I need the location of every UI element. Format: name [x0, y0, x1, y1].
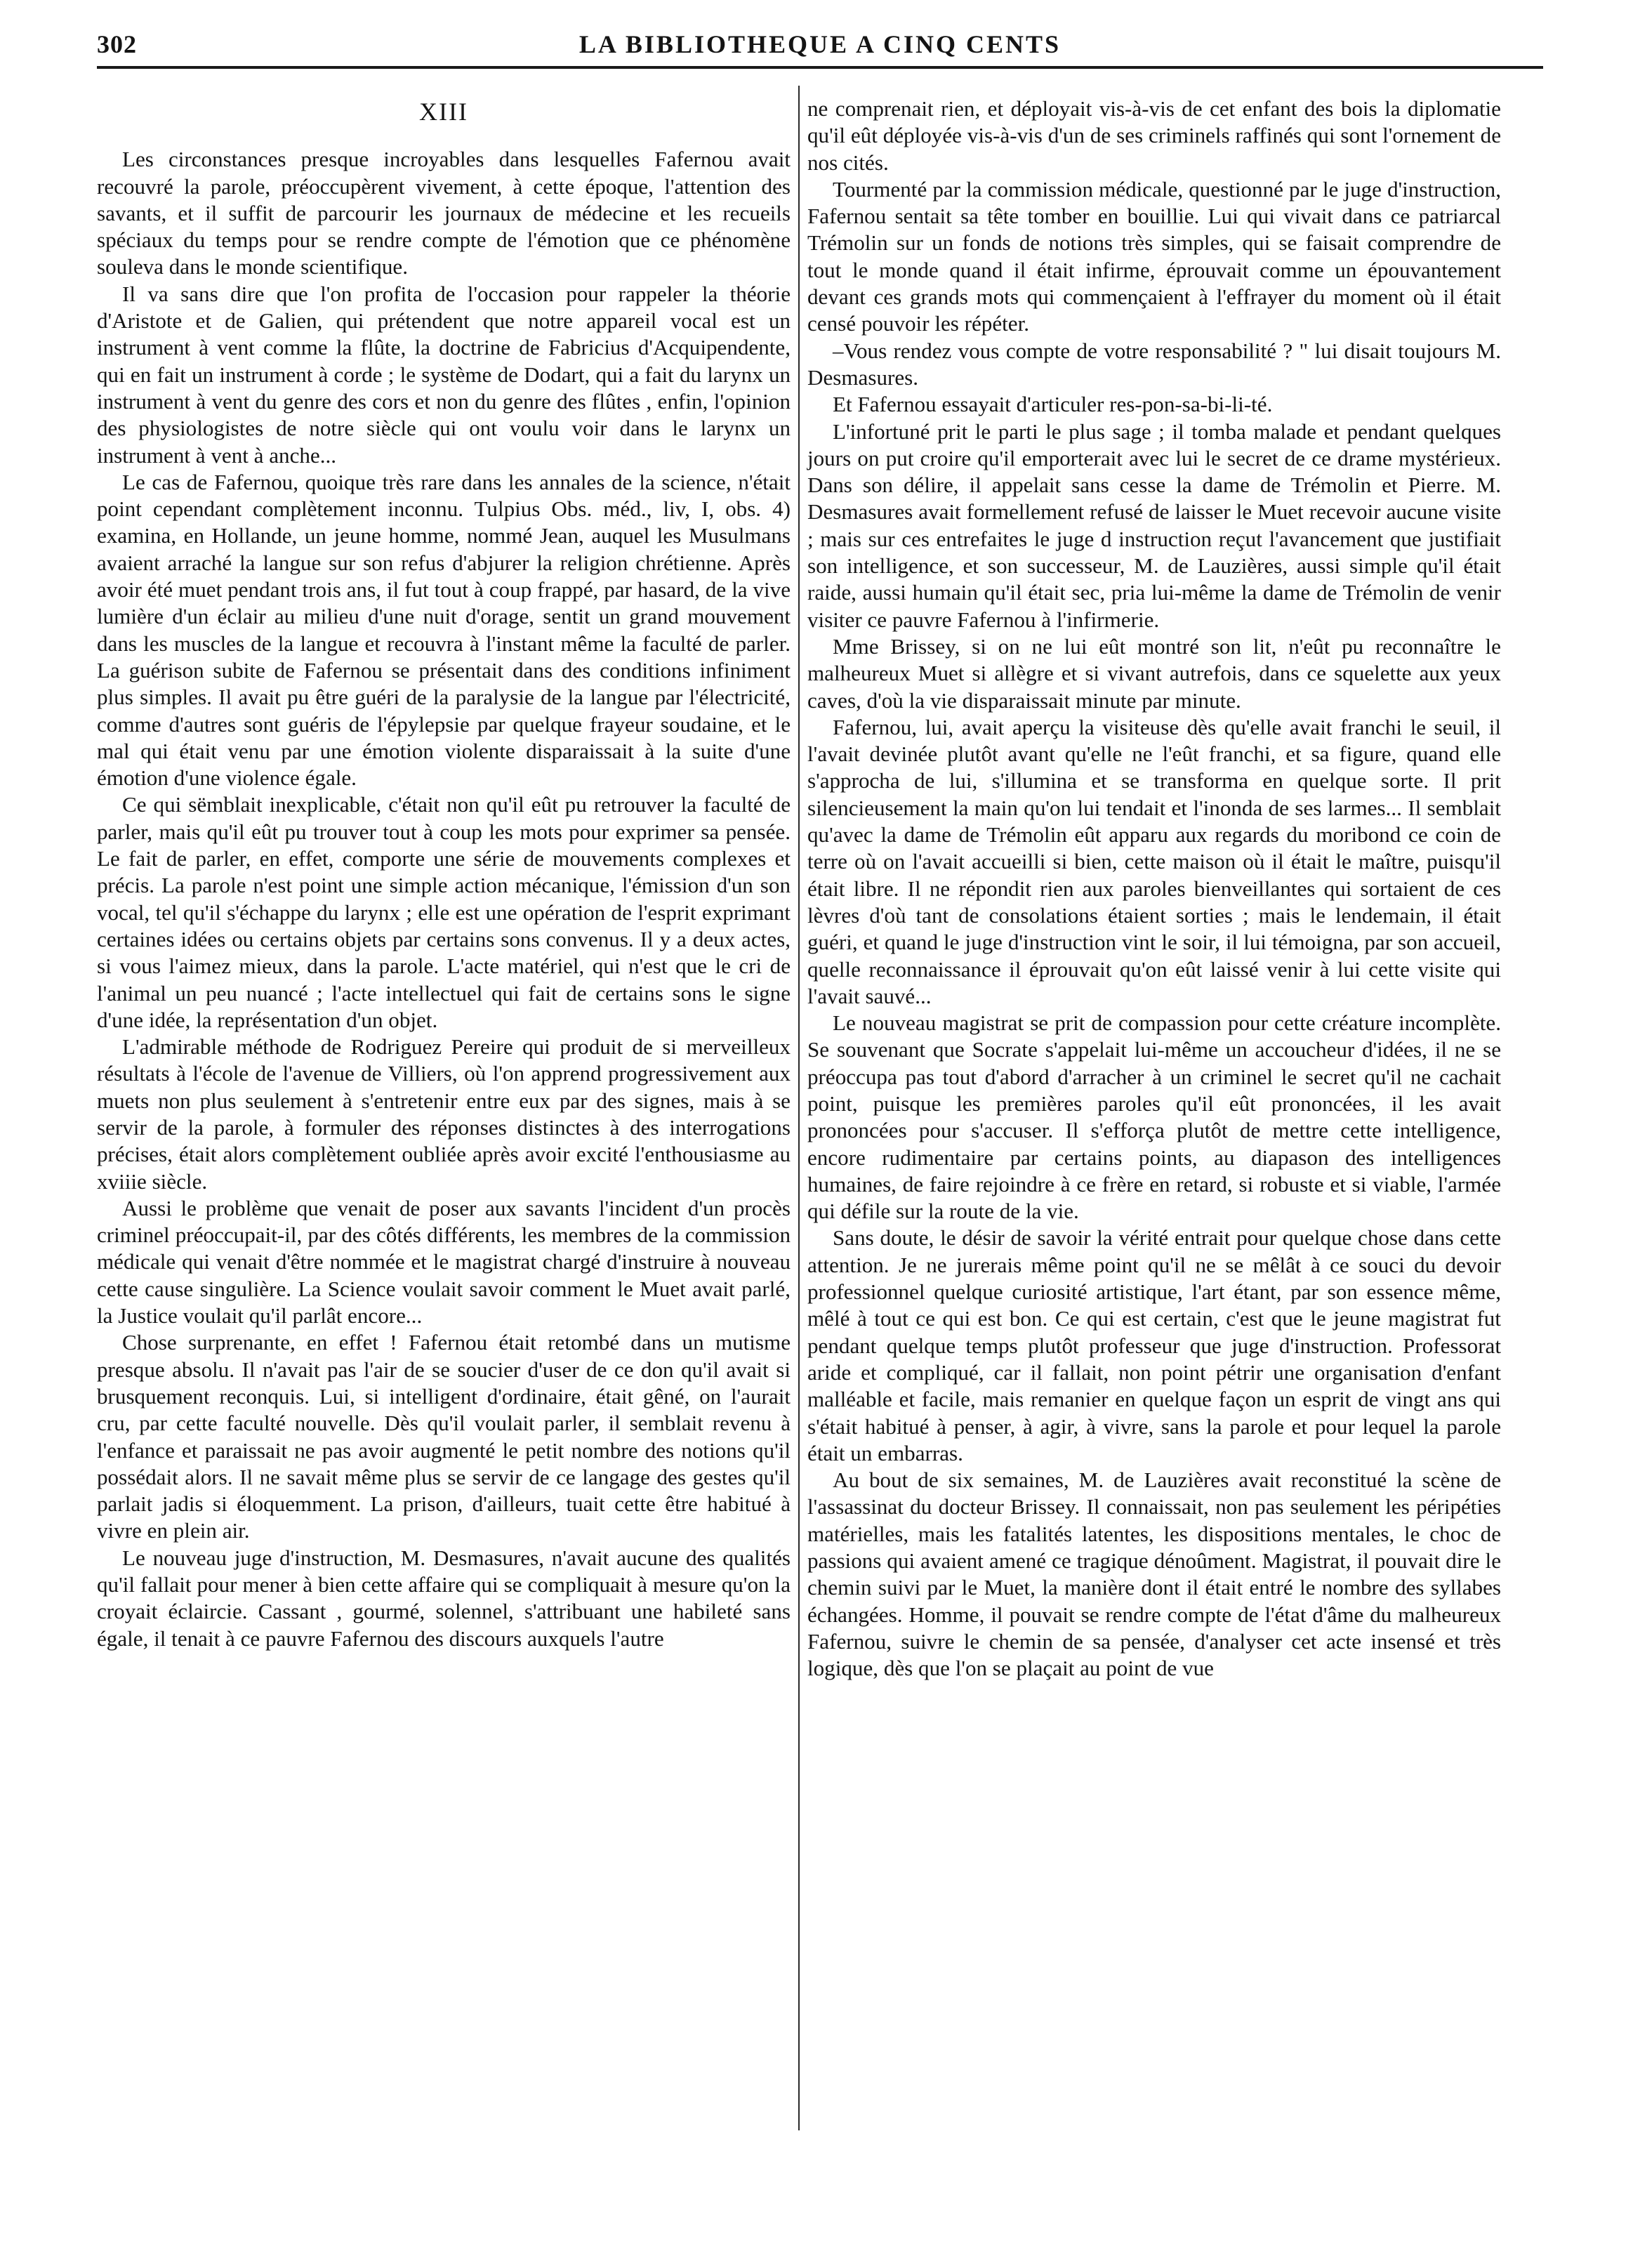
paragraph: –Vous rendez vous compte de votre responsabilité ? " lui disait toujours M. Desmasures. — [807, 338, 1501, 390]
paragraph: Le nouveau juge d'instruction, M. Desmasures, n'avait aucune des qualités qu'il fallait pour mener à bien cette affaire qui se compliquait à mesure qu'on la croyait éclaircie. Cassant , gourmé, solennel, s'attribuant une habileté sans égale, il tenait à ce pauvre Fafernou des discours auxquels l'autre — [97, 1545, 791, 1651]
column-divider — [798, 86, 800, 2130]
right-column — [807, 95, 1501, 1682]
chapter-heading: XIII — [419, 98, 468, 126]
running-title: LA BIBLIOTHEQUE A CINQ CENTS — [579, 30, 1062, 58]
paragraph: L'admirable méthode de Rodriguez Pereire qui produit de si merveilleux résultats à l'école de l'avenue de Villiers, où l'on apprend progressivement aux muets non plus seulement à s'entretenir entre eux par des signes, mais à se servir de la parole, à formuler des réponses distinctes à des interrogations précises, était alors complètement oubliée après avoir excité l'enthousiasme au xviiie siècle. — [97, 1034, 791, 1194]
page-number: 302 — [97, 30, 137, 58]
header-rule — [97, 66, 1543, 69]
paragraph: Tourmenté par la commission médicale, questionné par le juge d'instruction, Fafernou sentait sa tête tomber en bouillie. Lui qui vivait dans ce patriarcal Trémolin sur un fonds de notions très simples, qui se faisait comprendre de tout le monde quand il était infirme, éprouvait comme un épouvantement devant ces grands mots qui commençaient à l'effrayer du moment où il était censé pouvoir les répéter. — [807, 176, 1501, 336]
paragraph: Chose surprenante, en effet ! Fafernou était retombé dans un mutisme presque absolu. Il n'avait pas l'air de se soucier d'user de ce don qu'il avait si brusquement reconquis. Lui, si intelligent d'ordinaire, était gêné, on l'aurait cru, par cette faculté nouvelle. Dès qu'il voulait parler, il semblait revenu à l'enfance et paraissait ne pas avoir augmenté le petit nombre des notions qu'il possédait alors. Il ne savait même plus se servir de ce langage des gestes qu'il parlait jadis si éloquemment. La prison, d'ailleurs, tuait cette être habitué à vivre en plein air. — [97, 1330, 791, 1543]
paragraph: Au bout de six semaines, M. de Lauzières avait reconstitué la scène de l'assassinat du docteur Brissey. Il connaissait, non pas seulement les péripéties matérielles, mais les fatalités latentes, les dispositions mentales, le choc de passions qui avaient amené ce tragique dénoûment. Magistrat, il pouvait dire le chemin suivi par le Muet, la manière dont il était entré le nombre des syllabes échangées. Homme, il pouvait se rendre compte de l'état d'âme du malheureux Fafernou, suivre le chemin de sa pensée, d'analyser cet acte insensé et très logique, dès que l'on se plaçait au point de vue — [807, 1468, 1501, 1681]
paragraph: Les circonstances presque incroyables dans lesquelles Fafernou avait recouvré la parole, préoccupèrent vivement, à cette époque, l'attention des savants, et il suffit de parcourir les journaux de médecine et les recueils spéciaux du temps pour se rendre compte de l'émotion que ce phénomène souleva dans le monde scientifique. — [97, 147, 791, 279]
paragraph: Ce qui sëmblait inexplicable, c'était non qu'il eût pu retrouver la faculté de parler, mais qu'il eût pu trouver tout à coup les mots pour exprimer sa pensée. Le fait de parler, en effet, comporte une série de mouvements complexes et précis. La parole n'est point une simple action mécanique, l'émission d'un son vocal, tel qu'il s'échappe du larynx ; elle est une opération de l'esprit exprimant certaines idées ou certains objets par certains sons convenus. Il y a deux actes, si vous l'aimez mieux, dans la parole. L'acte matériel, qui n'est que le cri de l'animal un peu nuancé ; l'acte intellectuel qui fait de certains sons le signe d'une idée, la représentation d'un objet. — [97, 792, 791, 1032]
paragraph: Aussi le problème que venait de poser aux savants l'incident d'un procès criminel préoccupait-il, par des côtés différents, les membres de la commission médicale qui venait d'être nommée et le magistrat chargé d'instruire à nouveau cette cause singulière. La Science voulait savoir comment le Muet avait parlé, la Justice voulait qu'il parlât encore... — [97, 1195, 791, 1329]
paragraph: L'infortuné prit le parti le plus sage ; il tomba malade et pendant quelques jours on put croire qu'il emporterait avec lui le secret de ce drame mystérieux. Dans son délire, il appelait sans cesse la dame de Trémolin et Pierre. M. Desmasures avait formellement refusé de laisser le Muet recevoir aucune visite ; mais sur ces entrefaites le juge d instruction reçut l'avancement que justifiait son intelligence, et son successeur, M. de Lauzières, aussi simple qu'il était raide, aussi humain qu'il était sec, pria lui-même la dame de Trémolin de venir visiter ce pauvre Fafernou à l'infirmerie. — [807, 418, 1501, 632]
paragraph: Fafernou, lui, avait aperçu la visiteuse dès qu'elle avait franchi le seuil, il l'avait devinée plutôt avant qu'elle ne l'eût franchi, et sa figure, quand elle s'approcha de lui, s'illumina et se transforma en quelque sorte. Il prit silencieusement la main qu'on lui tendait et l'inonda de ses larmes... Il semblait qu'avec la dame de Trémolin eût apparu aux regards du moribond ce coin de terre où on l'avait accueilli si bien, cette maison où il était le maître, puisqu'il était libre. Il ne répondit rien aux paroles bienveillantes qui sortaient de ces lèvres d'où tant de consolations étaient sorties ; mais le lendemain, il était guéri, et quand le juge d'instruction vint le soir, il lui témoigna, par son accueil, quelle reconnaissance il éprouvait qu'on eût laissé venir à lui cette visite qui l'avait sauvé... — [807, 714, 1501, 1008]
paragraph: ne comprenait rien, et déployait vis-à-vis de cet enfant des bois la diplomatie qu'il eût déployée vis-à-vis d'un de ses criminels raffinés qui sont l'ornement de nos cités. — [807, 96, 1501, 175]
paragraph: Le nouveau magistrat se prit de compassion pour cette créature incomplète. Se souvenant que Socrate s'appelait lui-même un accoucheur d'idées, il ne se préoccupa pas tout d'abord d'arracher à un criminel le secret qu'il ne cachait point, puisque les premières paroles qu'il eût prononcées, il les avait prononcées pour s'accuser. Il s'efforça plutôt de mettre cette intelligence, encore rudimentaire par certains points, au diapason des intelligences humaines, de faire rejoindre à ce frère en retard, si robuste et si viable, l'armée qui défile sur la route de la vie. — [807, 1010, 1501, 1224]
paragraph: Et Fafernou essayait d'articuler res-pon-sa-bi-li-té. — [833, 392, 1273, 417]
paragraph: Le cas de Fafernou, quoique très rare dans les annales de la science, n'était point cependant complètement inconnu. Tulpius Obs. méd., liv, I, obs. 4) examina, en Hollande, un jeune homme, nommé Jean, auquel les Musulmans avaient arraché la langue sur son refus d'abjurer la religion chrétienne. Après avoir été muet pendant trois ans, il fut tout à coup frappé, par hasard, de la vive lumière d'un éclair au milieu d'une nuit d'orage, sentit un grand mouvement dans les muscles de la langue et recouvra à l'instant même la faculté de parler. La guérison subite de Fafernou se présentait dans des conditions infiniment plus simples. Il avait pu être guéri de la paralysie de la langue par l'électricité, comme d'autres sont guéris de l'épylepsie par quelque frayeur soudaine, et le mal qui était venu par une émotion violente disparaissait à la suite d'une émotion d'une violence égale. — [97, 469, 791, 791]
left-column — [97, 90, 791, 1652]
paragraph: Il va sans dire que l'on profita de l'occasion pour rappeler la théorie d'Aristote et de Galien, qui prétendent que notre appareil vocal est un instrument à vent comme la flûte, la doctrine de Fabricius d'Acquipendente, qui en fait un instrument à corde ; le système de Dodart, qui a fait du larynx un instrument à vent du genre des cors et non du genre des flûtes , enfin, l'opinion des physiologistes de notre siècle qui ont voulu voir dans le larynx un instrument à vent à anche... — [97, 281, 791, 468]
page-header — [97, 24, 1543, 63]
paragraph: Mme Brissey, si on ne lui eût montré son lit, n'eût pu reconnaître le malheureux Muet si allègre et si vivant autrefois, dans ce squelette aux yeux caves, d'où la vie disparaissait minute par minute. — [807, 633, 1501, 713]
paragraph: Sans doute, le désir de savoir la vérité entrait pour quelque chose dans cette attention. Je ne jurerais même point qu'il ne se mêlât à ce souci du devoir professionnel quelque curiosité artistique, l'art étant, par son essence même, mêlé à tout ce qui est bon. Ce qui est certain, c'est que le jeune magistrat fut pendant quelque temps plutôt professeur que juge d'instruction. Professorat aride et compliqué, car il fallait, non point pétrir une organisation d'enfant malléable et facile, mais remanier en quelque façon un esprit de vingt ans qui s'était habitué à penser, à agir, à vivre, sans la parole et pour lequel la parole était un embarras. — [807, 1225, 1501, 1465]
